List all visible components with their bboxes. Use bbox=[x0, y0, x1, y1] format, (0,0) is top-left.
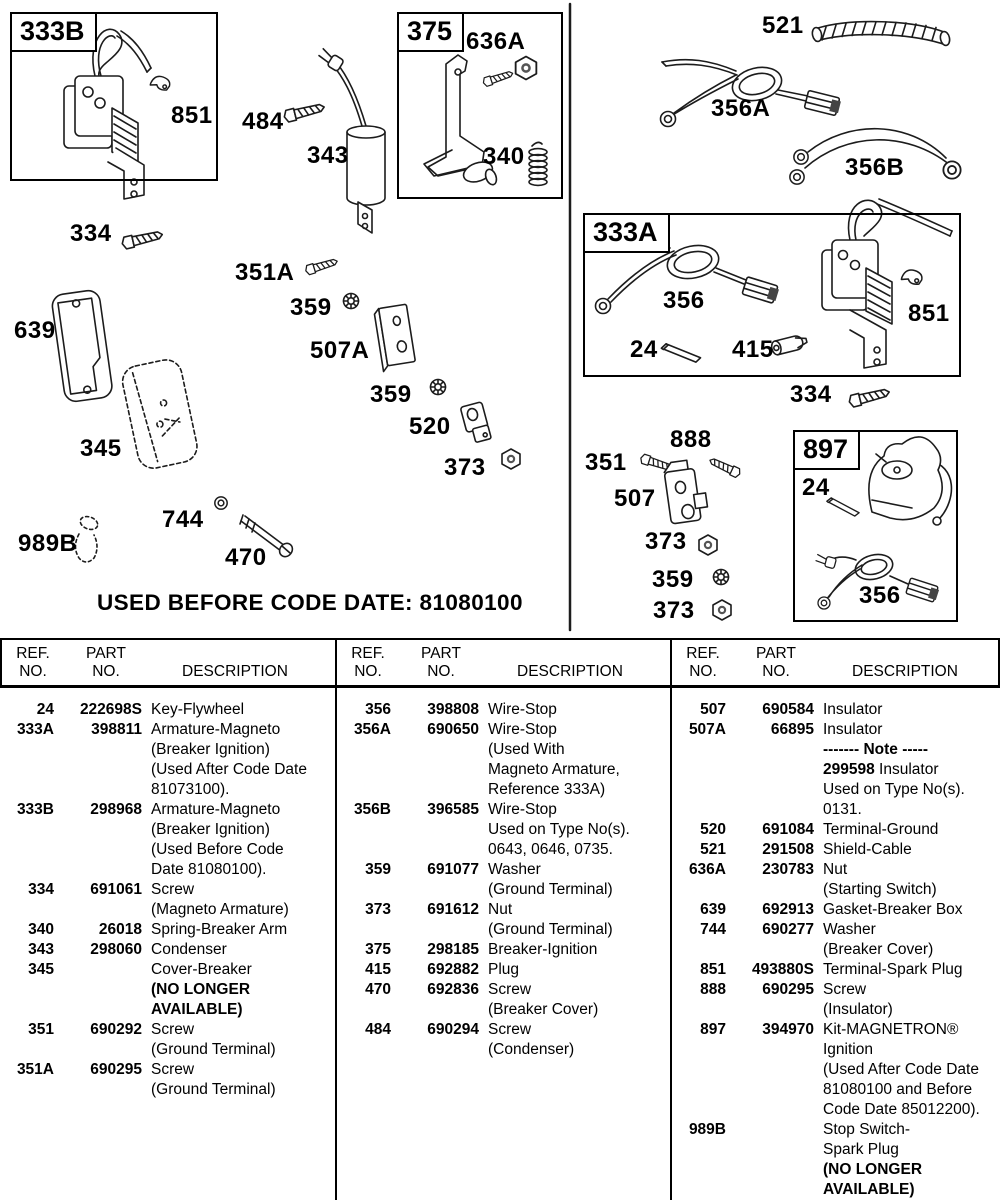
ref-no: 359 bbox=[365, 861, 391, 878]
header-ref-line2: NO. bbox=[19, 663, 47, 680]
description bbox=[823, 720, 1000, 820]
description-line: Spark Plug bbox=[823, 1141, 899, 1158]
part-no: 66895 bbox=[770, 721, 814, 738]
description-line: Washer bbox=[488, 861, 541, 878]
screw-888-icon bbox=[708, 456, 742, 479]
description-line: Breaker-Ignition bbox=[488, 941, 598, 958]
table-row-ref-744 bbox=[672, 920, 1000, 960]
description bbox=[151, 920, 335, 940]
part-no bbox=[726, 1120, 814, 1200]
nut-373c-icon bbox=[713, 600, 731, 620]
ref-no: 343 bbox=[28, 941, 54, 958]
part-no: 690650 bbox=[427, 721, 479, 738]
part-callout-24-31: 24 bbox=[802, 474, 830, 501]
description-line: Insulator bbox=[823, 701, 883, 718]
table-row-ref-851 bbox=[672, 960, 1000, 980]
description-line: ------- Note ----- bbox=[823, 741, 928, 758]
col-header-ref-no bbox=[672, 645, 734, 681]
part-callout-24-10: 24 bbox=[630, 336, 658, 363]
header-part-line1: PART bbox=[421, 645, 461, 662]
description bbox=[488, 720, 670, 800]
part-callout-520-18: 520 bbox=[409, 413, 451, 440]
part-callout-356B-7: 356B bbox=[845, 154, 905, 181]
table-row-ref-520 bbox=[672, 820, 1000, 840]
description-line: Wire-Stop bbox=[488, 801, 557, 818]
condenser-343-drawing bbox=[317, 48, 385, 233]
description-line: Terminal-Ground bbox=[823, 821, 939, 838]
header-part-line2: NO. bbox=[762, 663, 790, 680]
part-no: 692913 bbox=[762, 901, 814, 918]
description-line: Date 81080100). bbox=[151, 861, 267, 878]
part-no: 298185 bbox=[427, 941, 479, 958]
part-no: 230783 bbox=[762, 861, 814, 878]
description-line: Used on Type No(s). bbox=[488, 821, 630, 838]
ref-no: 373 bbox=[365, 901, 391, 918]
part-callout-470-23: 470 bbox=[225, 544, 267, 571]
table-row-ref-333B bbox=[0, 800, 335, 880]
part-callout-373-19: 373 bbox=[444, 454, 486, 481]
description bbox=[823, 960, 1000, 980]
description bbox=[823, 900, 1000, 920]
description-line: (Breaker Cover) bbox=[488, 1001, 599, 1018]
table-row-ref-24 bbox=[0, 700, 335, 720]
description-line: (Ground Terminal) bbox=[488, 881, 613, 898]
part-no: 692836 bbox=[427, 981, 479, 998]
description-line: Condenser bbox=[151, 941, 227, 958]
ref-no: 888 bbox=[700, 981, 726, 998]
table-row-ref-470 bbox=[337, 980, 670, 1020]
part-callout-373-30: 373 bbox=[653, 597, 695, 624]
description bbox=[488, 1020, 670, 1060]
washer-744-icon bbox=[215, 497, 227, 509]
ref-no: 356A bbox=[353, 721, 391, 738]
table-row-ref-507 bbox=[672, 700, 1000, 720]
description-line: Armature-Magneto bbox=[151, 801, 281, 818]
description-line: (Insulator) bbox=[823, 1001, 893, 1018]
part-no: 690295 bbox=[762, 981, 814, 998]
description-line: Terminal-Spark Plug bbox=[823, 961, 963, 978]
table-row-ref-639 bbox=[672, 900, 1000, 920]
description-line: 0131. bbox=[823, 801, 862, 818]
table-header-col-3 bbox=[672, 640, 1000, 685]
ref-no: 333B bbox=[16, 801, 54, 818]
washer-359a-icon bbox=[344, 294, 359, 309]
description-line: Code Date 85012200). bbox=[823, 1101, 980, 1118]
table-row-ref-334 bbox=[0, 880, 335, 920]
description-line: Shield-Cable bbox=[823, 841, 912, 858]
part-callout-351A-14: 351A bbox=[235, 259, 295, 286]
screw-334-left-icon bbox=[121, 229, 164, 250]
ref-no: 639 bbox=[700, 901, 726, 918]
description-line: Nut bbox=[823, 861, 848, 878]
table-row-ref-989B bbox=[672, 1120, 1000, 1200]
part-no: 691084 bbox=[762, 821, 814, 838]
ref-no: 744 bbox=[700, 921, 726, 938]
insulator-507-drawing bbox=[663, 458, 709, 524]
table-column-1 bbox=[0, 688, 337, 1200]
ref-no: 356B bbox=[353, 801, 391, 818]
description bbox=[488, 940, 670, 960]
part-callout-334-13: 334 bbox=[70, 220, 112, 247]
ref-no: 345 bbox=[28, 961, 54, 978]
part-no: 691077 bbox=[427, 861, 479, 878]
part-callout-351-26: 351 bbox=[585, 449, 627, 476]
part-callout-343-2: 343 bbox=[307, 142, 349, 169]
description bbox=[823, 920, 1000, 960]
washer-359c-icon bbox=[714, 570, 729, 585]
group-box-label-333A: 333A bbox=[583, 213, 670, 253]
description bbox=[823, 980, 1000, 1020]
description-line: (Ground Terminal) bbox=[151, 1041, 276, 1058]
description-line: (Breaker Cover) bbox=[823, 941, 934, 958]
table-row-ref-333A bbox=[0, 720, 335, 800]
col-header-ref-no bbox=[2, 645, 64, 681]
description bbox=[823, 860, 1000, 900]
ref-no: 897 bbox=[700, 1021, 726, 1038]
part-callout-989B-24: 989B bbox=[18, 530, 78, 557]
table-row-ref-343 bbox=[0, 940, 335, 960]
col-header-ref-no bbox=[337, 645, 399, 681]
parts-reference-table bbox=[0, 638, 1000, 1200]
description-line: (Starting Switch) bbox=[823, 881, 937, 898]
part-no: 222698S bbox=[79, 701, 142, 718]
description bbox=[488, 800, 670, 860]
part-no: 692882 bbox=[427, 961, 479, 978]
description bbox=[151, 800, 335, 880]
ref-no: 989B bbox=[688, 1121, 726, 1138]
description-line: 0643, 0646, 0735. bbox=[488, 841, 613, 858]
description-line: Screw bbox=[488, 981, 532, 998]
nut-373b-icon bbox=[699, 535, 717, 555]
part-no: 298968 bbox=[90, 801, 142, 818]
col-header-part-no bbox=[399, 645, 483, 681]
header-ref-line1: REF. bbox=[16, 645, 50, 662]
shield-cable-521-drawing bbox=[811, 22, 951, 47]
part-no: 691612 bbox=[427, 901, 479, 918]
table-header-row bbox=[0, 638, 1000, 688]
col-header-description: DESCRIPTION bbox=[182, 663, 288, 680]
description bbox=[823, 840, 1000, 860]
description-line: Screw bbox=[823, 981, 867, 998]
description-line: AVAILABLE) bbox=[151, 1001, 243, 1018]
description-line: (Used After Code Date bbox=[823, 1061, 979, 1078]
description bbox=[488, 700, 670, 720]
screw-334-right-icon bbox=[848, 386, 891, 408]
description bbox=[823, 700, 1000, 720]
description-line: Stop Switch- bbox=[823, 1121, 911, 1138]
header-ref-line2: NO. bbox=[689, 663, 717, 680]
part-no: 690584 bbox=[762, 701, 814, 718]
table-column-3 bbox=[672, 688, 1000, 1200]
description-line: Nut bbox=[488, 901, 513, 918]
group-box-label-375: 375 bbox=[397, 12, 464, 52]
description-line: (NO LONGER bbox=[151, 981, 251, 998]
code-date-caption: USED BEFORE CODE DATE: 81080100 bbox=[97, 590, 523, 615]
description-line: (Used Before Code bbox=[151, 841, 284, 858]
ref-no: 333A bbox=[16, 721, 54, 738]
description bbox=[823, 1020, 1000, 1120]
table-row-ref-345 bbox=[0, 960, 335, 1020]
description-line: Plug bbox=[488, 961, 520, 978]
description-line: 81080100 and Before bbox=[823, 1081, 973, 1098]
table-row-ref-340 bbox=[0, 920, 335, 940]
description bbox=[151, 880, 335, 920]
col-header-description: DESCRIPTION bbox=[852, 663, 958, 680]
description-line: (Ground Terminal) bbox=[151, 1081, 276, 1098]
description-line: Kit-MAGNETRON® bbox=[823, 1021, 959, 1038]
group-box-label-333B: 333B bbox=[10, 12, 97, 52]
description-line: Spring-Breaker Arm bbox=[151, 921, 288, 938]
description-line: (Used After Code Date bbox=[151, 761, 307, 778]
table-row-ref-507A bbox=[672, 720, 1000, 820]
description-line: Ignition bbox=[823, 1041, 873, 1058]
gasket-639-drawing bbox=[51, 289, 114, 403]
description-line: 299598 Insulator bbox=[823, 761, 939, 778]
header-ref-line1: REF. bbox=[686, 645, 720, 662]
table-row-ref-356B bbox=[337, 800, 670, 860]
header-part-line1: PART bbox=[756, 645, 796, 662]
description-line: (Breaker Ignition) bbox=[151, 821, 270, 838]
part-no: 298060 bbox=[90, 941, 142, 958]
part-callout-639-20: 639 bbox=[14, 317, 56, 344]
table-header-col-1 bbox=[0, 640, 337, 685]
terminal-ground-520-drawing bbox=[460, 402, 491, 444]
header-ref-line2: NO. bbox=[354, 663, 382, 680]
description bbox=[151, 940, 335, 960]
description-line: (Ground Terminal) bbox=[488, 921, 613, 938]
description-line: Screw bbox=[151, 881, 195, 898]
ref-no: 851 bbox=[700, 961, 726, 978]
part-no: 690294 bbox=[427, 1021, 479, 1038]
part-callout-345-21: 345 bbox=[80, 435, 122, 462]
group-box-label-897: 897 bbox=[793, 430, 860, 470]
col-header-part-no bbox=[64, 645, 148, 681]
ref-no: 521 bbox=[700, 841, 726, 858]
table-row-ref-356A bbox=[337, 720, 670, 800]
ref-no: 484 bbox=[365, 1021, 391, 1038]
part-callout-359-29: 359 bbox=[652, 566, 694, 593]
ref-no: 24 bbox=[36, 701, 54, 718]
description bbox=[823, 820, 1000, 840]
part-no: 396585 bbox=[427, 801, 479, 818]
part-callout-851-0: 851 bbox=[171, 102, 213, 129]
table-row-ref-636A bbox=[672, 860, 1000, 900]
description-line: Insulator bbox=[823, 721, 883, 738]
description-line: (Magneto Armature) bbox=[151, 901, 289, 918]
stop-switch-989b-drawing bbox=[76, 514, 100, 562]
part-no: 398811 bbox=[91, 721, 142, 738]
ref-no: 340 bbox=[28, 921, 54, 938]
insulator-507a-drawing bbox=[374, 304, 416, 371]
ref-no: 470 bbox=[365, 981, 391, 998]
description-line: 81073100). bbox=[151, 781, 230, 798]
description-line: Used on Type No(s). bbox=[823, 781, 965, 798]
part-no: 690295 bbox=[90, 1061, 142, 1078]
group-box-333B bbox=[10, 12, 218, 181]
part-callout-484-1: 484 bbox=[242, 108, 284, 135]
ref-no: 351A bbox=[16, 1061, 54, 1078]
part-no: 394970 bbox=[762, 1021, 814, 1038]
table-row-ref-359 bbox=[337, 860, 670, 900]
description-line: Screw bbox=[151, 1021, 195, 1038]
washer-359b-icon bbox=[431, 380, 446, 395]
col-header-description: DESCRIPTION bbox=[517, 663, 623, 680]
ref-no: 415 bbox=[365, 961, 391, 978]
part-callout-521-5: 521 bbox=[762, 12, 804, 39]
table-row-ref-897 bbox=[672, 1020, 1000, 1120]
ref-no: 356 bbox=[365, 701, 391, 718]
table-row-ref-373 bbox=[337, 900, 670, 940]
ref-no: 520 bbox=[700, 821, 726, 838]
ref-no: 375 bbox=[365, 941, 391, 958]
table-row-ref-484 bbox=[337, 1020, 670, 1060]
part-no: 398808 bbox=[427, 701, 479, 718]
description bbox=[488, 960, 670, 980]
screw-484-icon bbox=[283, 101, 326, 123]
description bbox=[488, 860, 670, 900]
part-callout-415-11: 415 bbox=[732, 336, 774, 363]
description-line: Wire-Stop bbox=[488, 721, 557, 738]
description-line: AVAILABLE) bbox=[823, 1181, 915, 1198]
description-line: Screw bbox=[151, 1061, 195, 1078]
ref-no: 507A bbox=[688, 721, 726, 738]
description-line: (Breaker Ignition) bbox=[151, 741, 270, 758]
part-callout-507A-16: 507A bbox=[310, 337, 370, 364]
ref-no: 334 bbox=[28, 881, 54, 898]
table-column-2 bbox=[337, 688, 672, 1200]
description-line: Wire-Stop bbox=[488, 701, 557, 718]
screw-351a-icon bbox=[304, 257, 338, 276]
description-line: Washer bbox=[823, 921, 876, 938]
part-callout-888-25: 888 bbox=[670, 426, 712, 453]
table-row-ref-375 bbox=[337, 940, 670, 960]
part-callout-356A-6: 356A bbox=[711, 95, 771, 122]
part-callout-636A-3: 636A bbox=[466, 28, 526, 55]
part-callout-851-9: 851 bbox=[908, 300, 950, 327]
col-header-part-no bbox=[734, 645, 818, 681]
table-row-ref-356 bbox=[337, 700, 670, 720]
part-callout-356-8: 356 bbox=[663, 287, 705, 314]
header-part-line1: PART bbox=[86, 645, 126, 662]
description-line: Armature-Magneto bbox=[151, 721, 281, 738]
description bbox=[151, 960, 335, 1020]
description bbox=[151, 1060, 335, 1100]
description bbox=[151, 700, 335, 720]
ref-no: 507 bbox=[700, 701, 726, 718]
table-header-col-2 bbox=[337, 640, 672, 685]
description-line: Gasket-Breaker Box bbox=[823, 901, 963, 918]
nut-373a-icon bbox=[502, 449, 520, 469]
description bbox=[488, 900, 670, 940]
part-callout-507-27: 507 bbox=[614, 485, 656, 512]
header-ref-line1: REF. bbox=[351, 645, 385, 662]
description-line: Cover-Breaker bbox=[151, 961, 252, 978]
description bbox=[151, 1020, 335, 1060]
part-no: 26018 bbox=[98, 921, 142, 938]
part-callout-359-17: 359 bbox=[370, 381, 412, 408]
header-part-line2: NO. bbox=[427, 663, 455, 680]
header-part-line2: NO. bbox=[92, 663, 120, 680]
table-body bbox=[0, 688, 1000, 1200]
description-line: Reference 333A) bbox=[488, 781, 606, 798]
description bbox=[823, 1120, 1000, 1200]
breaker-cover-345-drawing bbox=[120, 357, 200, 471]
part-callout-334-12: 334 bbox=[790, 381, 832, 408]
table-row-ref-415 bbox=[337, 960, 670, 980]
part-no: 493880S bbox=[751, 961, 814, 978]
part-no: 690292 bbox=[90, 1021, 142, 1038]
part-no: 690277 bbox=[762, 921, 814, 938]
description bbox=[151, 720, 335, 800]
description-line: Magneto Armature, bbox=[488, 761, 620, 778]
part-callout-373-28: 373 bbox=[645, 528, 687, 555]
part-no bbox=[54, 960, 142, 1020]
description bbox=[488, 980, 670, 1020]
description-line: (Used With bbox=[488, 741, 565, 758]
description-line: Key-Flywheel bbox=[151, 701, 245, 718]
ref-no: 351 bbox=[28, 1021, 54, 1038]
part-callout-744-22: 744 bbox=[162, 506, 204, 533]
table-row-ref-351 bbox=[0, 1020, 335, 1060]
ref-no: 636A bbox=[688, 861, 726, 878]
part-callout-359-15: 359 bbox=[290, 294, 332, 321]
part-no: 291508 bbox=[762, 841, 814, 858]
table-row-ref-351A bbox=[0, 1060, 335, 1100]
part-callout-340-4: 340 bbox=[483, 143, 525, 170]
description-line: Screw bbox=[488, 1021, 532, 1038]
description-line: (NO LONGER bbox=[823, 1161, 923, 1178]
table-row-ref-888 bbox=[672, 980, 1000, 1020]
part-no: 691061 bbox=[90, 881, 142, 898]
table-row-ref-521 bbox=[672, 840, 1000, 860]
description-line: (Condenser) bbox=[488, 1041, 575, 1058]
part-callout-356-32: 356 bbox=[859, 582, 901, 609]
